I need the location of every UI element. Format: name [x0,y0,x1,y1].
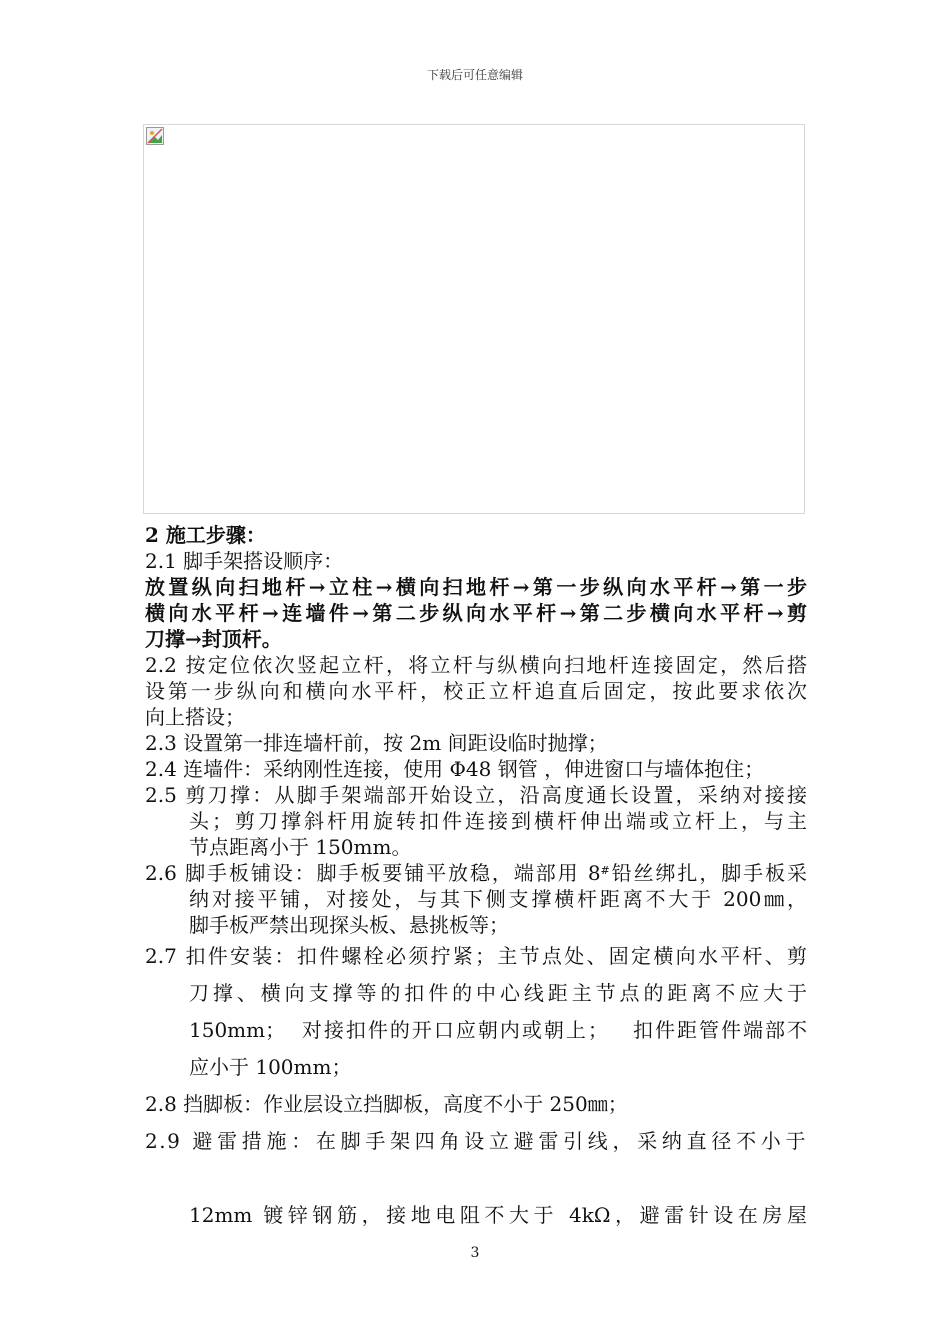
step-2-6-line-2: 纳对接平铺，对接处，与其下侧支撑横杆距离不大于 200㎜， [189,887,807,911]
step-2-8: 2.8 挡脚板：作业层设立挡脚板，高度不小于 250㎜； [145,1092,628,1116]
step-2-7-line-3: 150mm； 对接扣件的开口应朝内或朝上； 扣件距管件端部不 [189,1018,807,1042]
image-placeholder [143,124,805,514]
step-2-7-line-1: 2.7 扣件安装：扣件螺栓必须拧紧；主节点处、固定横向水平杆、剪 [145,944,807,968]
step-2-6-line-1 [145,860,807,886]
page-number: 3 [470,1245,480,1261]
step-2-5-line-3: 节点距离小于 150mm。 [189,835,412,859]
step-2-5-line-1: 2.5 剪刀撑：从脚手架端部开始设立，沿高度通长设置，采纳对接接 [145,783,807,807]
header-note: 下载后可任意编辑 [426,68,523,82]
broken-image-icon [146,127,164,145]
step-2-2-line-3: 向上搭设； [145,705,245,729]
sequence-line-3: 刀撑→封顶杆。 [145,627,282,651]
step-2-2-line-1: 2.2 按定位依次竖起立杆，将立杆与纵横向扫地杆连接固定，然后搭 [145,653,807,677]
step-2-7-line-2: 刀撑、横向支撑等的扣件的中心线距主节点的距离不应大于 [189,981,807,1005]
step-2-6-text-a: 2.6 脚手板铺设：脚手板要铺平放稳，端部用 8 [145,861,601,885]
step-2-7-line-4: 应小于 100mm； [189,1055,352,1079]
step-2-9-line-2: 12mm 镀锌钢筋，接地电阻不大于 4kΩ，避雷针设在房屋 [189,1203,807,1227]
step-2-3: 2.3 设置第一排连墙杆前，按 2m 间距设临时抛撑； [145,731,608,755]
step-2-1: 2.1 脚手架搭设顺序： [145,549,344,573]
document-body [145,522,807,1228]
step-2-2-line-2: 设第一步纵向和横向水平杆，校正立杆追直后固定，按此要求依次 [145,679,807,703]
step-2-6-line-3: 脚手板严禁出现探头板、悬挑板等； [189,913,509,937]
step-2-6-sup: # [600,864,610,877]
step-2-4: 2.4 连墙件：采纳刚性连接，使用 Φ48 钢管 ，伸进窗口与墙体抱住； [145,757,765,781]
sequence-line-1: 放置纵向扫地杆→立柱→横向扫地杆→第一步纵向水平杆→第一步 [145,575,807,599]
step-2-6-text-b: 铅丝绑扎，脚手板采 [609,861,807,885]
step-2-5-line-2: 头；剪刀撑斜杆用旋转扣件连接到横杆伸出端或立杆上，与主 [189,809,807,833]
step-2-9-line-1: 2.9 避雷措施：在脚手架四角设立避雷引线，采纳直径不小于 [145,1129,807,1153]
section-title: 2 施工步骤： [145,523,266,547]
sequence-line-2: 横向水平杆→连墙件→第二步纵向水平杆→第二步横向水平杆→剪 [145,601,807,625]
